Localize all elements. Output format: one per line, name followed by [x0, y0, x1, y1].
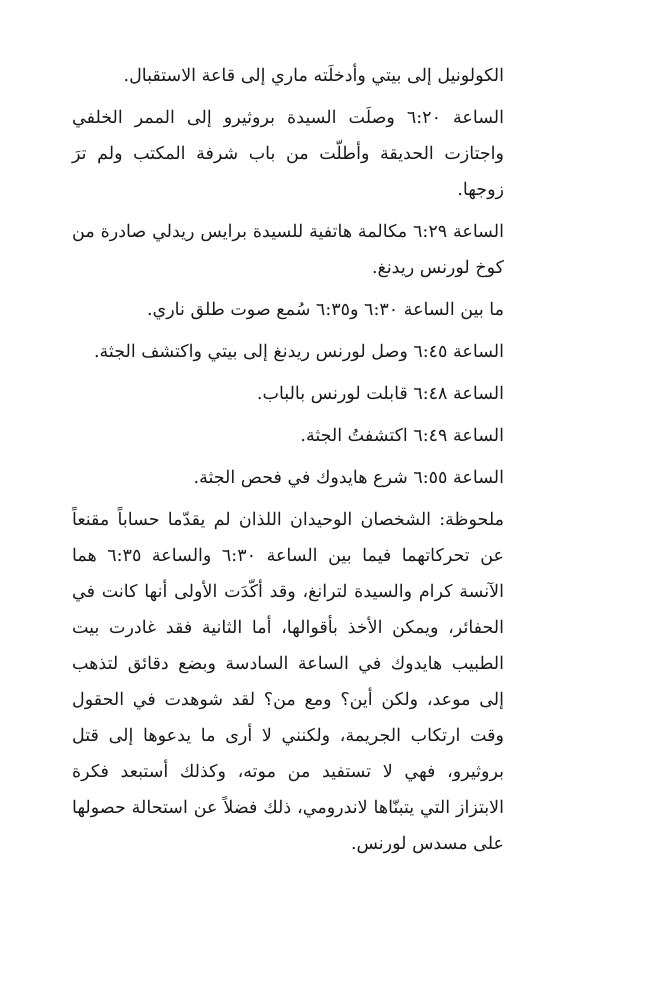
paragraph-time-649: الساعة ٦:٤٩ اكتشفتُ الجثة. — [300, 426, 504, 446]
paragraph-time-629: الساعة ٦:٢٩ مكالمة هاتفية للسيدة برايس ريدلي صادرة من كوخ لورنس ريدنغ. — [72, 222, 504, 278]
document-page — [72, 58, 504, 868]
paragraph-time-648: الساعة ٦:٤٨ قابلت لورنس بالباب. — [256, 384, 504, 404]
note-paragraph: ملحوظة: الشخصان الوحيدان اللذان لم يقدّما حساباً مقنعاً عن تحركاتهما فيما بين الساعة ٦:٣٠ والساعة ٦:٣٥ هما الآنسة كرام والسيدة لترانغ، وقد أكّدَت الأولى أنها كانت في الحفائر، ويمكن الأخذ بأقوالها، أما الثانية فقد غادرت بيت الطبيب هايدوك في الساعة السادسة وبضع دقائق لتذهب إلى موعد، ولكن أين؟ ومع من؟ لقد شوهدت في الحقول وقت ارتكاب الجريمة، ولكنني لا أرى ما يدعوها إلى قتل بروثيرو، فهي لا تستفيد من موته، وكذلك أستبعد فكرة الابتزاز التي يتبنّاها لاندرومي، ذلك فضلاً عن استحالة حصولها على مسدس لورنس. — [72, 510, 504, 854]
paragraph-time-630-635: ما بين الساعة ٦:٣٠ و٦:٣٥ سُمع صوت طلق ناري. — [146, 300, 504, 320]
paragraph-time-620: الساعة ٦:٢٠ وصلَت السيدة بروثيرو إلى الممر الخلفي واجتازت الحديقة وأطلّت من باب شرفة المكتب ولم ترَ زوجها. — [72, 108, 504, 200]
paragraph-time-645: الساعة ٦:٤٥ وصل لورنس ريدنغ إلى بيتي واكتشف الجثة. — [93, 342, 504, 362]
paragraph-colonel-arrival: الكولونيل إلى بيتي وأدخلَته ماري إلى قاعة الاستقبال. — [123, 66, 504, 86]
paragraph-time-655: الساعة ٦:٥٥ شرع هايدوك في فحص الجثة. — [193, 468, 504, 488]
